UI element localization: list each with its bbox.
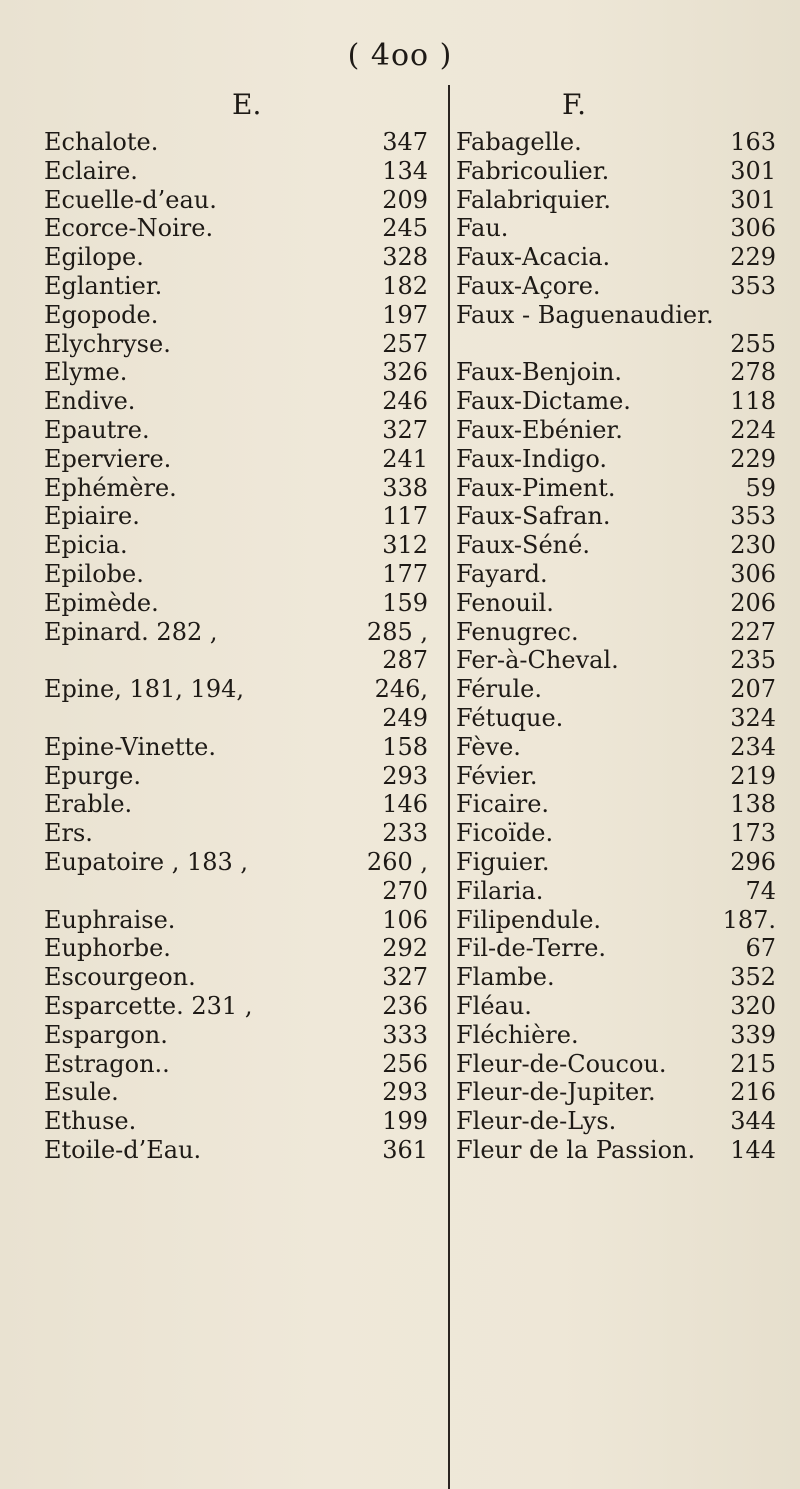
entry-name: Esule.: [44, 1078, 119, 1107]
entry-page-number: 219: [730, 761, 776, 790]
entry-page-number: 285 ,: [366, 617, 428, 646]
entry-name: Fleur-de-Coucou.: [456, 1049, 667, 1078]
index-entry: [456, 272, 794, 301]
entry-page-number: 347: [382, 128, 428, 156]
index-entry: [456, 762, 794, 791]
entry-page-number: 333: [382, 1020, 428, 1049]
index-entry: [44, 819, 442, 848]
entry-page-number: 328: [382, 243, 428, 272]
entry-page-number: 216: [730, 1078, 776, 1107]
entry-name: Fenugrec.: [456, 617, 579, 646]
entry-page-number: 255: [730, 329, 776, 358]
section-letter-right: F.: [562, 88, 586, 121]
entry-name: Fenouil.: [456, 588, 554, 617]
index-entry: [456, 214, 794, 243]
entry-page-number: 199: [382, 1107, 428, 1136]
entry-page-number: 301: [730, 185, 776, 214]
entry-name: Epinard. 282 ,: [44, 617, 218, 646]
section-letter-left: E.: [232, 88, 262, 121]
entry-name: Endive.: [44, 387, 136, 416]
entry-page-number: 320: [730, 991, 776, 1020]
index-entry: [44, 963, 442, 992]
entry-name: Fil-de-Terre.: [456, 934, 607, 963]
index-entry: [456, 963, 794, 992]
entry-name: Elyme.: [44, 358, 128, 387]
entry-page-number: 118: [730, 387, 776, 416]
index-entry: [456, 848, 794, 877]
index-entry: [456, 474, 794, 503]
entry-page-number: 326: [382, 358, 428, 387]
index-entry: [456, 704, 794, 733]
entry-name: Fau.: [456, 214, 509, 243]
entry-name: Euphorbe.: [44, 934, 171, 963]
index-entry: [456, 618, 794, 647]
index-entry: [456, 502, 794, 531]
index-entry: [456, 589, 794, 618]
index-entry: [44, 704, 442, 733]
entry-name: Fétuque.: [456, 703, 564, 732]
entry-name: Fève.: [456, 732, 521, 761]
index-entry: [44, 445, 442, 474]
entry-page-number: 227: [730, 617, 776, 646]
entry-name: Ephémère.: [44, 473, 177, 502]
entry-page-number: 235: [730, 646, 776, 675]
index-entry: [44, 474, 442, 503]
entry-name: Egopode.: [44, 300, 159, 329]
entry-page-number: 339: [730, 1020, 776, 1049]
entry-page-number: 353: [730, 502, 776, 531]
entry-name: Fleur-de-Lys.: [456, 1107, 617, 1136]
index-entry: [456, 416, 794, 445]
entry-page-number: 246: [382, 387, 428, 416]
index-entry: [44, 646, 442, 675]
entry-name: Ethuse.: [44, 1107, 137, 1136]
entry-page-number: 260 ,: [366, 847, 428, 876]
entry-page-number: 229: [730, 243, 776, 272]
entry-name: Faux-Piment.: [456, 473, 616, 502]
entry-name: Filipendule.: [456, 905, 602, 934]
index-entry: [44, 1021, 442, 1050]
entry-page-number: 106: [382, 905, 428, 934]
index-entry: [44, 560, 442, 589]
index-column-right: [456, 128, 794, 1165]
index-entry: [44, 416, 442, 445]
entry-name: Eclaire.: [44, 156, 138, 185]
entry-page-number: 59: [745, 473, 776, 502]
index-entry: [44, 272, 442, 301]
entry-name: Ficoïde.: [456, 819, 554, 848]
entry-page-number: 245: [382, 214, 428, 243]
index-entry: [456, 243, 794, 272]
index-entry: [456, 877, 794, 906]
entry-name: Figuier.: [456, 847, 550, 876]
index-entry: [44, 790, 442, 819]
index-entry: [456, 819, 794, 848]
entry-name: Epurge.: [44, 761, 142, 790]
index-entry: [456, 358, 794, 387]
entry-page-number: 278: [730, 358, 776, 387]
entry-name: Esparcette. 231 ,: [44, 991, 253, 1020]
index-entry: [44, 531, 442, 560]
entry-page-number: 236: [382, 991, 428, 1020]
entry-name: Epimède.: [44, 588, 159, 617]
index-entry: [44, 1136, 442, 1165]
entry-page-number: 249: [382, 703, 428, 732]
entry-page-number: 173: [730, 819, 776, 848]
entry-name: Fleur-de-Jupiter.: [456, 1078, 656, 1107]
entry-page-number: 146: [382, 790, 428, 819]
entry-name: Faux - Baguenaudier.: [456, 300, 714, 329]
entry-page-number: 138: [730, 790, 776, 819]
entry-name: Egilope.: [44, 243, 144, 272]
index-entry: [44, 934, 442, 963]
index-entry: [456, 1021, 794, 1050]
entry-page-number: 144: [730, 1135, 776, 1164]
entry-name: Falabriquier.: [456, 185, 611, 214]
entry-name: Faux-Açore.: [456, 271, 601, 300]
entry-page-number: 352: [730, 963, 776, 992]
entry-page-number: 159: [382, 588, 428, 617]
index-entry: [44, 128, 442, 157]
index-entry: [456, 157, 794, 186]
index-entry: [456, 790, 794, 819]
entry-name: Faux-Benjoin.: [456, 358, 622, 387]
entry-page-number: 270: [382, 876, 428, 905]
entry-page-number: 234: [730, 732, 776, 761]
index-entry: [44, 330, 442, 359]
entry-page-number: 292: [382, 934, 428, 963]
index-entry: [44, 502, 442, 531]
entry-page-number: 361: [382, 1135, 428, 1164]
entry-name: Epine, 181, 194,: [44, 675, 244, 704]
entry-page-number: 74: [745, 876, 776, 905]
index-entry: [456, 301, 794, 330]
entry-page-number: 353: [730, 271, 776, 300]
entry-name: Epine-Vinette.: [44, 732, 216, 761]
column-divider: [448, 85, 450, 1489]
index-entry: [44, 243, 442, 272]
entry-page-number: 163: [730, 128, 776, 156]
entry-name: Faux-Indigo.: [456, 444, 608, 473]
entry-name: Férule.: [456, 675, 542, 704]
entry-page-number: 296: [730, 847, 776, 876]
entry-name: Fleur de la Passion.: [456, 1135, 696, 1164]
entry-name: Ecorce-Noire.: [44, 214, 214, 243]
entry-page-number: 338: [382, 473, 428, 502]
entry-name: Euphraise.: [44, 905, 176, 934]
index-entry: [456, 934, 794, 963]
entry-name: Févier.: [456, 761, 538, 790]
entry-page-number: 327: [382, 415, 428, 444]
entry-name: Ers.: [44, 819, 93, 848]
entry-name: Escourgeon.: [44, 963, 196, 992]
index-entry: [456, 646, 794, 675]
index-entry: [456, 387, 794, 416]
index-entry: [44, 301, 442, 330]
index-entry: [456, 445, 794, 474]
entry-name: Ecuelle-d’eau.: [44, 185, 217, 214]
entry-page-number: 344: [730, 1107, 776, 1136]
entry-name: Ficaire.: [456, 790, 550, 819]
entry-name: Eglantier.: [44, 271, 163, 300]
entry-name: Faux-Dictame.: [456, 387, 631, 416]
entry-page-number: 229: [730, 444, 776, 473]
entry-page-number: 327: [382, 963, 428, 992]
index-entry: [456, 330, 794, 359]
entry-name: Epilobe.: [44, 559, 144, 588]
index-entry: [44, 877, 442, 906]
entry-page-number: 324: [730, 703, 776, 732]
page-number: ( 4oo ): [347, 38, 453, 73]
entry-name: Fabricoulier.: [456, 156, 610, 185]
entry-page-number: 158: [382, 732, 428, 761]
entry-name: Epiaire.: [44, 502, 140, 531]
index-entry: [456, 1136, 794, 1165]
entry-page-number: 182: [382, 271, 428, 300]
index-entry: [44, 906, 442, 935]
index-entry: [456, 186, 794, 215]
index-column-left: [44, 128, 442, 1165]
index-entry: [44, 358, 442, 387]
index-entry: [456, 675, 794, 704]
entry-page-number: 256: [382, 1049, 428, 1078]
entry-name: Fabagelle.: [456, 128, 582, 156]
entry-page-number: 241: [382, 444, 428, 473]
entry-name: Filaria.: [456, 876, 544, 905]
entry-page-number: 117: [382, 502, 428, 531]
entry-page-number: 230: [730, 531, 776, 560]
index-entry: [456, 992, 794, 1021]
entry-page-number: 206: [730, 588, 776, 617]
entry-page-number: 197: [382, 300, 428, 329]
index-entry: [456, 906, 794, 935]
index-entry: [456, 1107, 794, 1136]
entry-name: Fayard.: [456, 559, 548, 588]
index-entry: [44, 675, 442, 704]
entry-page-number: 209: [382, 185, 428, 214]
index-entry: [44, 589, 442, 618]
entry-name: Faux-Acacia.: [456, 243, 611, 272]
entry-page-number: 306: [730, 214, 776, 243]
entry-name: Eupatoire , 183 ,: [44, 847, 249, 876]
entry-page-number: 233: [382, 819, 428, 848]
index-entry: [44, 762, 442, 791]
entry-name: Faux-Safran.: [456, 502, 611, 531]
entry-page-number: 312: [382, 531, 428, 560]
entry-page-number: 67: [745, 934, 776, 963]
entry-name: Echalote.: [44, 128, 159, 156]
entry-page-number: 246,: [374, 675, 428, 704]
entry-page-number: 224: [730, 415, 776, 444]
entry-page-number: 215: [730, 1049, 776, 1078]
entry-name: Flambe.: [456, 963, 555, 992]
index-entry: [456, 560, 794, 589]
index-entry: [44, 157, 442, 186]
entry-name: Espargon.: [44, 1020, 168, 1049]
index-entry: [456, 733, 794, 762]
index-entry: [44, 1050, 442, 1079]
entry-page-number: 207: [730, 675, 776, 704]
entry-page-number: 287: [382, 646, 428, 675]
entry-name: Elychryse.: [44, 329, 171, 358]
index-entry: [456, 128, 794, 157]
entry-page-number: 293: [382, 1078, 428, 1107]
entry-name: Epautre.: [44, 415, 150, 444]
entry-page-number: 187.: [722, 905, 776, 934]
entry-name: Estragon..: [44, 1049, 170, 1078]
entry-page-number: 177: [382, 559, 428, 588]
entry-name: Fléau.: [456, 991, 532, 1020]
entry-page-number: 301: [730, 156, 776, 185]
index-entry: [44, 186, 442, 215]
entry-page-number: 134: [382, 156, 428, 185]
entry-name: Eperviere.: [44, 444, 172, 473]
entry-page-number: 293: [382, 761, 428, 790]
index-entry: [44, 1078, 442, 1107]
index-entry: [44, 848, 442, 877]
index-entry: [44, 992, 442, 1021]
index-entry: [44, 1107, 442, 1136]
index-entry: [456, 1050, 794, 1079]
index-entry: [456, 531, 794, 560]
index-entry: [44, 214, 442, 243]
index-entry: [44, 618, 442, 647]
entry-name: Erable.: [44, 790, 133, 819]
entry-name: Fléchière.: [456, 1020, 579, 1049]
entry-page-number: 257: [382, 329, 428, 358]
index-entry: [456, 1078, 794, 1107]
entry-name: Fer-à-Cheval.: [456, 646, 619, 675]
index-entry: [44, 387, 442, 416]
entry-name: Faux-Séné.: [456, 531, 590, 560]
index-entry: [44, 733, 442, 762]
entry-name: Etoile-d’Eau.: [44, 1135, 202, 1164]
entry-page-number: 306: [730, 559, 776, 588]
entry-name: Faux-Ebénier.: [456, 415, 623, 444]
entry-name: Epicia.: [44, 531, 128, 560]
